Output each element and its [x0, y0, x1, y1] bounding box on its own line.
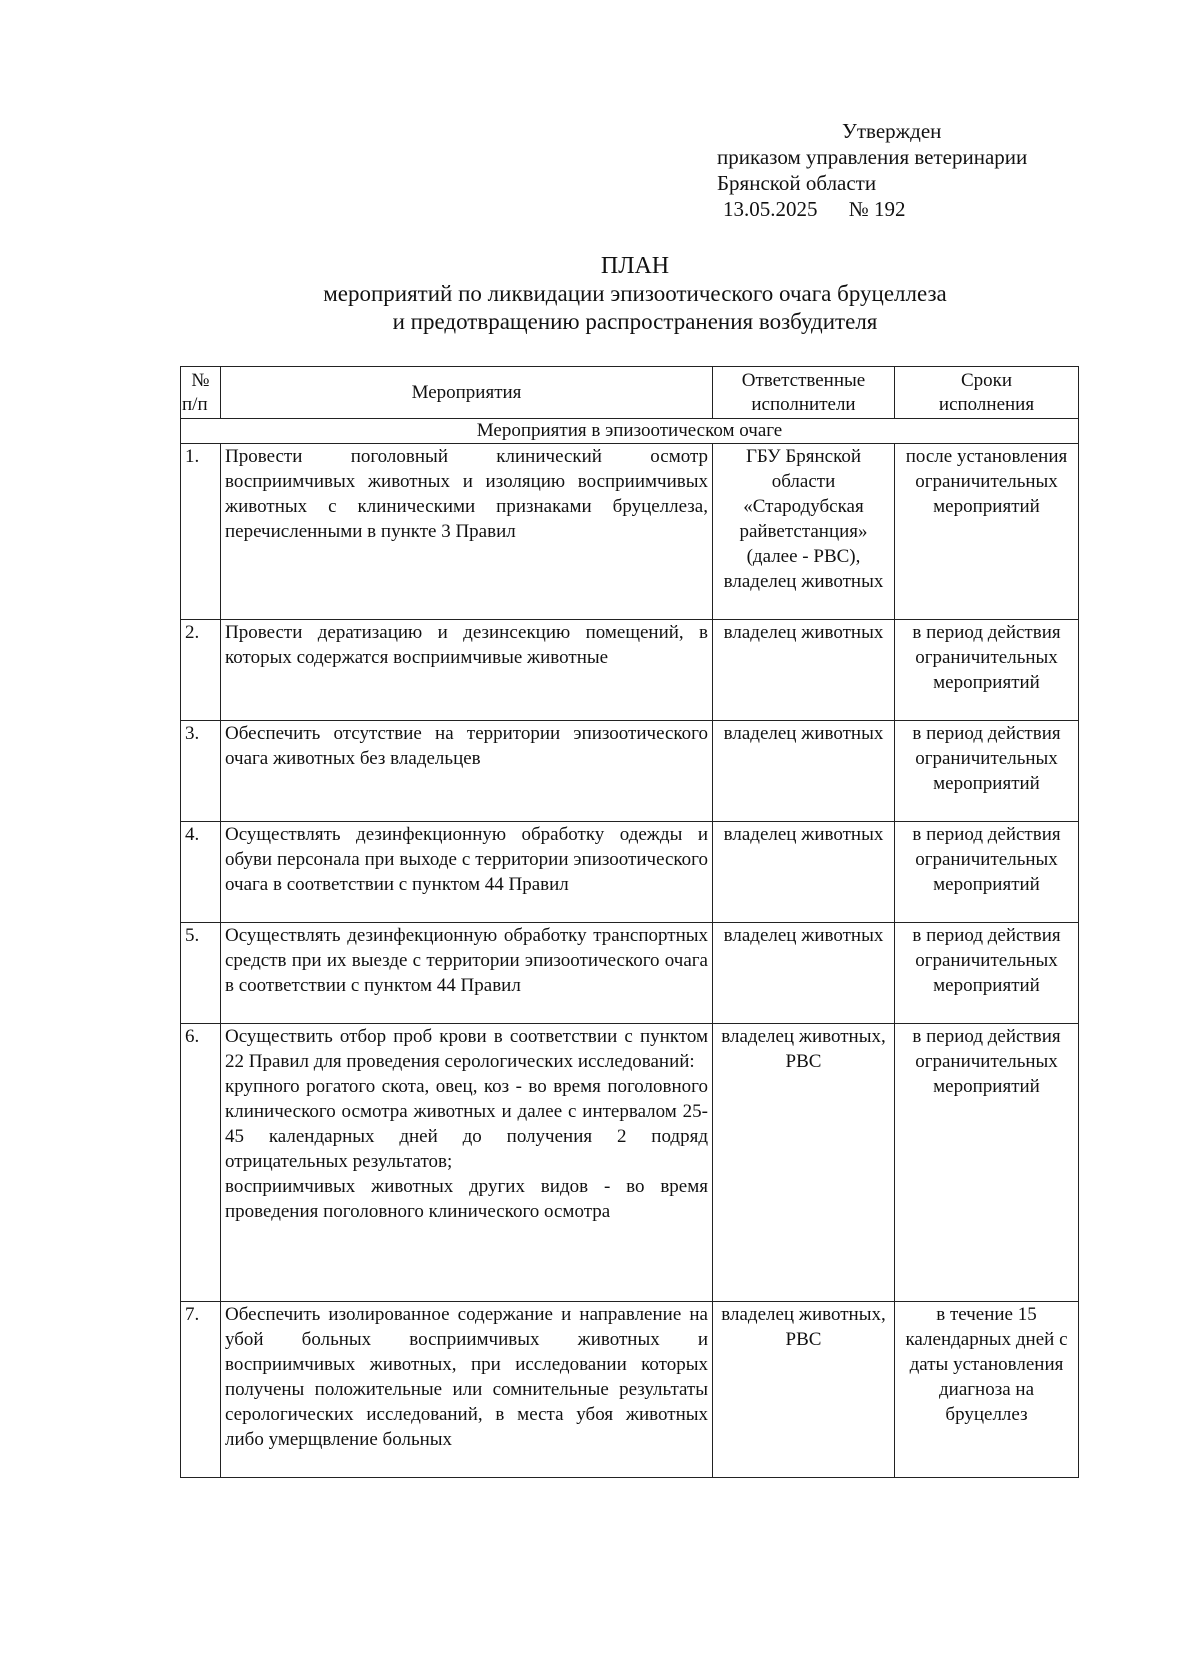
row-term: в период действия ограничительных мероприятий	[895, 1024, 1079, 1302]
row-number: 3.	[181, 721, 221, 822]
row-responsible: владелец животных	[713, 822, 895, 923]
row-responsible: владелец животных	[713, 721, 895, 822]
document-title	[0, 252, 1200, 336]
row-activity: Провести дератизацию и дезинсекцию помещений, в которых содержатся восприимчивые животные	[221, 620, 713, 721]
title-line-1: мероприятий по ликвидации эпизоотического очага бруцеллеза	[323, 281, 947, 306]
row-number: 6.	[181, 1024, 221, 1302]
table-row	[181, 620, 1079, 721]
row-activity	[221, 1024, 713, 1302]
table-row	[181, 721, 1079, 822]
approval-line-region: Брянской области	[717, 171, 877, 195]
row-activity-part: крупного рогатого скота, овец, коз - во время поголовного клинического осмотра животных и далее с интервалом 25- 45 календарных дней до получения 2 подряд отрицательных результатов;	[225, 1076, 708, 1172]
row-responsible: владелец животных, РВС	[713, 1302, 895, 1478]
header-num: № п/п	[181, 367, 221, 419]
section-title: Мероприятия в эпизоотическом очаге	[181, 419, 1079, 444]
row-activity: Провести поголовный клинический осмотр восприимчивых животных и изоляцию восприимчивых животных с клиническими признаками бруцеллеза, перечисленными в пункте 3 Правил	[221, 444, 713, 620]
table-header-row	[181, 367, 1079, 419]
table-row	[181, 444, 1079, 620]
title-heading: ПЛАН	[600, 253, 670, 279]
section-row	[181, 419, 1079, 444]
row-number: 1.	[181, 444, 221, 620]
title-line-2: и предотвращению распространения возбудителя	[392, 309, 878, 334]
row-activity-part: Осуществить отбор проб крови в соответствии с пунктом 22 Правил для проведения серологических исследований:	[225, 1026, 708, 1072]
approval-block	[717, 118, 1027, 222]
row-activity: Обеспечить отсутствие на территории эпизоотического очага животных без владельцев	[221, 721, 713, 822]
table-row	[181, 1302, 1079, 1478]
row-term: в период действия ограничительных мероприятий	[895, 620, 1079, 721]
row-responsible: владелец животных	[713, 620, 895, 721]
row-term: в период действия ограничительных мероприятий	[895, 721, 1079, 822]
approval-line-order: приказом управления ветеринарии	[717, 145, 1028, 169]
approval-line-approved: Утвержден	[842, 119, 942, 143]
table-row	[181, 923, 1079, 1024]
row-term: после установления ограничительных мероприятий	[895, 444, 1079, 620]
row-activity: Осуществлять дезинфекционную обработку одежды и обуви персонала при выходе с территории эпизоотического очага в соответствии с пунктом 44 Правил	[221, 822, 713, 923]
row-activity: Обеспечить изолированное содержание и направление на убой больных восприимчивых животных и восприимчивых животных, при исследовании которых получены положительные или сомнительные результаты серологических исследований, в места убоя животных либо умерщвление больных	[221, 1302, 713, 1478]
approval-number: 192	[874, 197, 906, 221]
row-number: 2.	[181, 620, 221, 721]
plan-table	[180, 366, 1079, 1478]
row-activity-part: восприимчивых животных других видов - во время проведения поголовного клинического осмотра	[225, 1176, 708, 1222]
header-terms: Сроки исполнения	[895, 367, 1079, 419]
approval-date: 13.05.2025	[723, 197, 818, 221]
row-number: 7.	[181, 1302, 221, 1478]
row-responsible: владелец животных	[713, 923, 895, 1024]
header-responsible: Ответственные исполнители	[713, 367, 895, 419]
table-row	[181, 1024, 1079, 1302]
row-term: в период действия ограничительных мероприятий	[895, 822, 1079, 923]
row-term: в течение 15 календарных дней с даты установления диагноза на бруцеллез	[895, 1302, 1079, 1478]
row-responsible: ГБУ Брянской области «Стародубская райветстанция» (далее - РВС), владелец животных	[713, 444, 895, 620]
row-number: 5.	[181, 923, 221, 1024]
row-number: 4.	[181, 822, 221, 923]
approval-date-line	[717, 196, 1027, 222]
row-term: в период действия ограничительных мероприятий	[895, 923, 1079, 1024]
table-row	[181, 822, 1079, 923]
row-activity: Осуществлять дезинфекционную обработку транспортных средств при их выезде с территории эпизоотического очага в соответствии с пунктом 44 Правил	[221, 923, 713, 1024]
approval-number-sign: №	[848, 197, 869, 221]
header-activities: Мероприятия	[221, 367, 713, 419]
row-responsible: владелец животных, РВС	[713, 1024, 895, 1302]
